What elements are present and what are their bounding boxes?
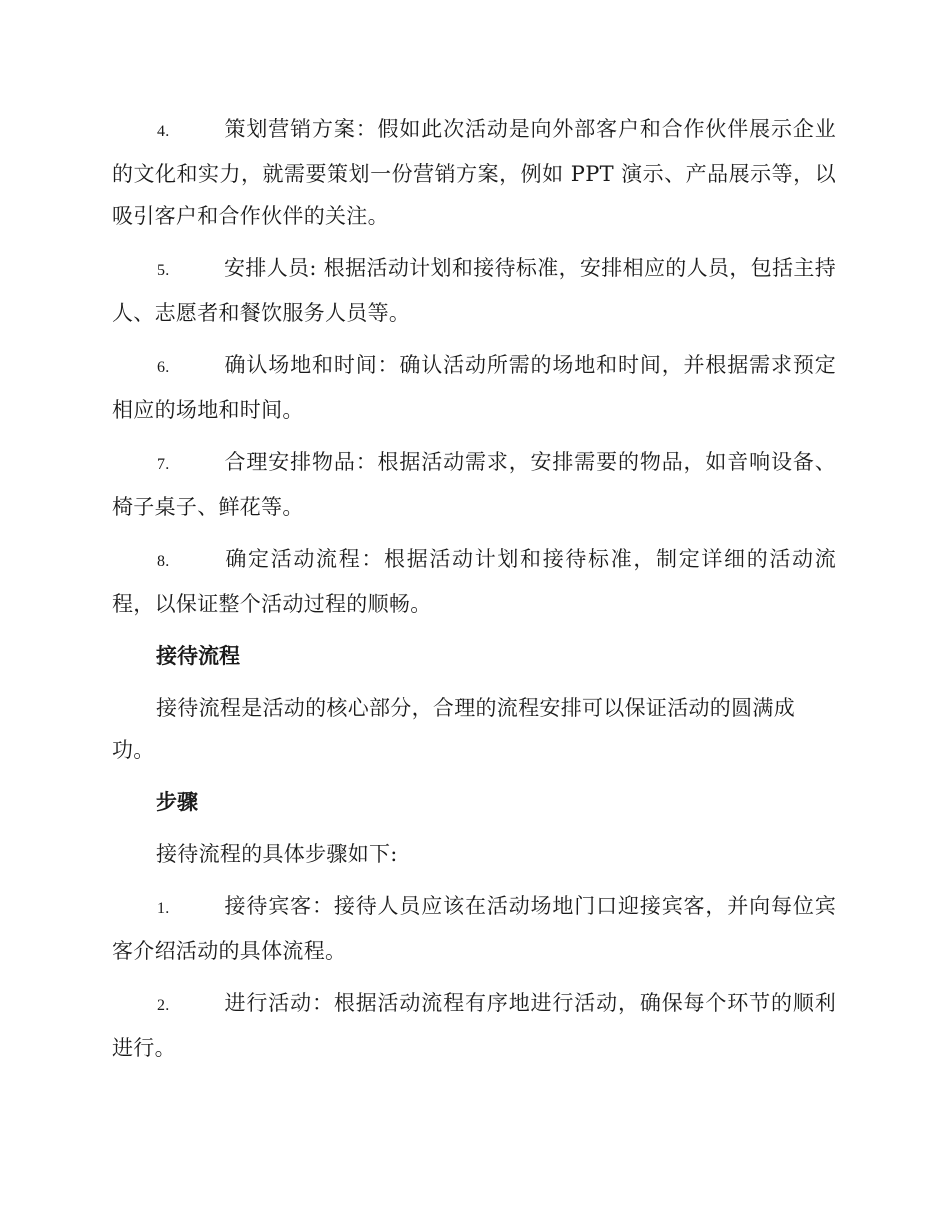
list-item-number: 6.: [157, 359, 170, 376]
section-heading-reception: 接待流程: [156, 644, 240, 668]
list-item-text: 进行活动：根据活动流程有序地进行活动，确保每个环节的顺利进行。: [112, 991, 836, 1060]
list-item: [112, 344, 836, 431]
list-item-number: 1.: [157, 900, 170, 917]
list-item: [112, 885, 836, 972]
steps-intro: 接待流程的具体步骤如下:: [156, 842, 398, 866]
list-item-text: 确认场地和时间：确认活动所需的场地和时间，并根据需求预定相应的场地和时间。: [112, 353, 836, 422]
section-heading-steps: 步骤: [156, 790, 198, 814]
list-item: [112, 247, 836, 334]
list-item-text: 安排人员: 根据活动计划和接待标准，安排相应的人员，包括主持人、志愿者和餐饮服务人员等。: [112, 256, 836, 325]
list-item-number: 8.: [157, 553, 170, 570]
list-item-text: 确定活动流程：根据活动计划和接待标准，制定详细的活动流程，以保证整个活动过程的顺畅。: [112, 547, 836, 616]
list-item-number: 2.: [157, 997, 170, 1014]
list-item: [112, 982, 836, 1069]
list-item: [112, 108, 836, 237]
list-item: [112, 441, 836, 528]
list-item-number: 5.: [157, 262, 170, 279]
list-item-text: 策划营销方案：假如此次活动是向外部客户和合作伙伴展示企业的文化和实力，就需要策划一份营销方案，例如 PPT 演示、产品展示等，以吸引客户和合作伙伴的关注。: [112, 117, 836, 228]
document-body: [112, 108, 836, 1079]
list-item-text: 接待宾客：接待人员应该在活动场地门口迎接宾客，并向每位宾客介绍活动的具体流程。: [112, 894, 836, 963]
list-item: [112, 538, 836, 625]
list-item-number: 4.: [157, 123, 170, 140]
section-paragraph: 接待流程是活动的核心部分，合理的流程安排可以保证活动的圆满成功。: [112, 696, 795, 762]
list-item-number: 7.: [157, 456, 170, 473]
list-item-text: 合理安排物品：根据活动需求，安排需要的物品，如音响设备、椅子桌子、鲜花等。: [112, 450, 836, 519]
